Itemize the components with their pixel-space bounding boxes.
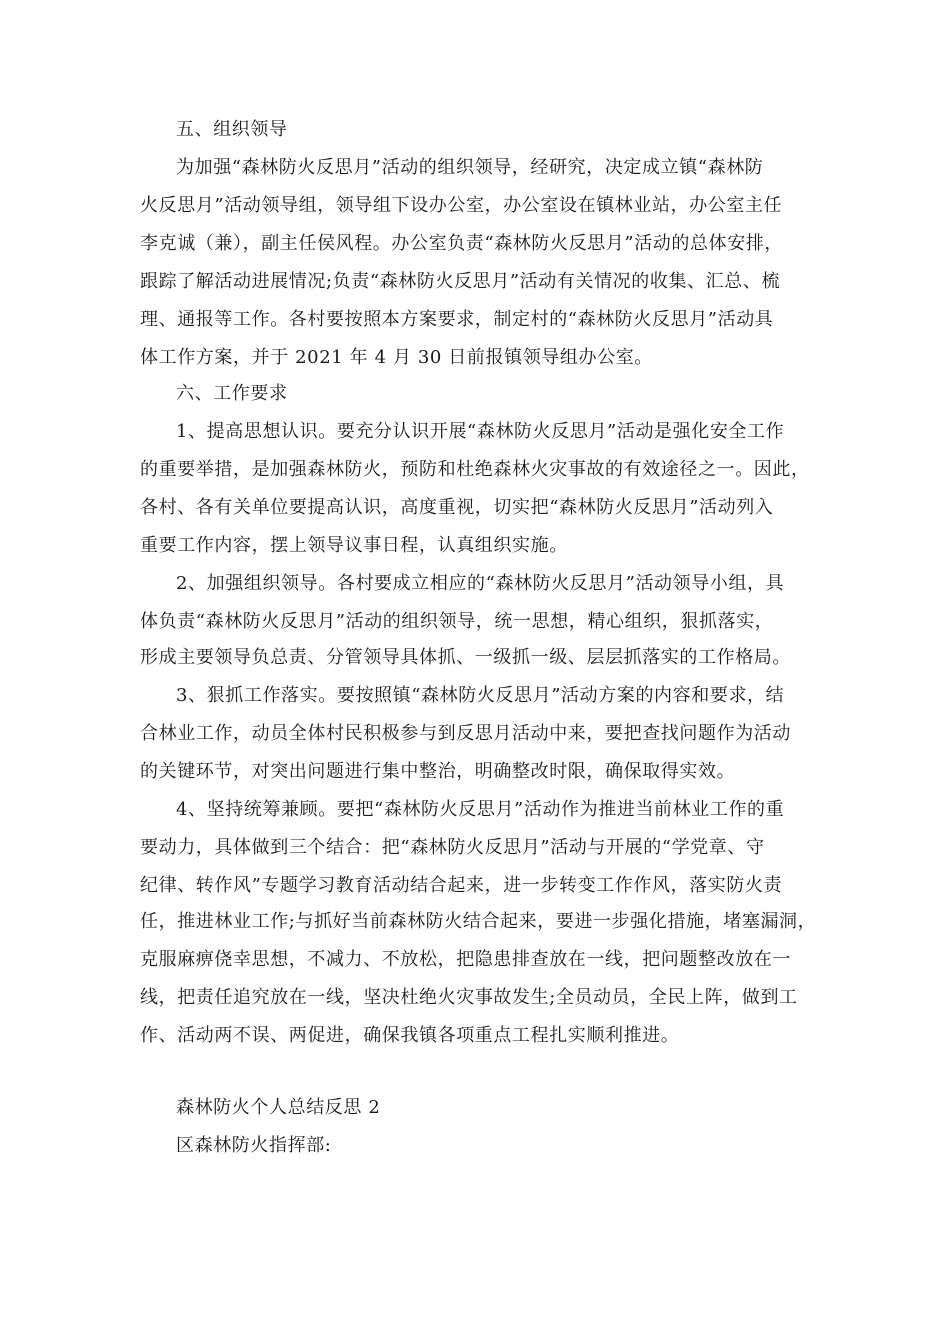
paragraph-line: 线，把责任追究放在一线，坚决杜绝火灾事故发生;全员动员，全民上阵，做到工: [140, 987, 798, 1008]
paragraph-line: 理、通报等工作。各村要按照本方案要求，制定村的“森林防火反思月”活动具: [140, 309, 774, 330]
paragraph-line: 体工作方案，并于 2021 年 4 月 30 日前报镇领导组办公室。: [140, 347, 653, 368]
paragraph-line: 4、坚持统筹兼顾。要把“森林防火反思月”活动作为推进当前林业工作的重: [176, 799, 785, 820]
paragraph-line: 为加强“森林防火反思月”活动的组织领导，经研究，决定成立镇“森林防: [176, 157, 764, 178]
paragraph-line: 各村、各有关单位要提高认识，高度重视，切实把“森林防火反思月”活动列入: [140, 497, 774, 518]
paragraph-line: 跟踪了解活动进展情况;负责“森林防火反思月”活动有关情况的收集、汇总、梳: [140, 271, 781, 292]
paragraph-line: 2、加强组织领导。各村要成立相应的“森林防火反思月”活动领导小组，具: [176, 573, 785, 594]
paragraph-line: 要动力，具体做到三个结合：把“森林防火反思月”活动与开展的“学党章、守: [140, 837, 765, 858]
section-5-heading: 五、组织领导: [176, 119, 288, 140]
paragraph-line: 任，推进林业工作;与抓好当前森林防火结合起来，要进一步强化措施，堵塞漏洞，: [140, 911, 817, 932]
salutation: 区森林防火指挥部:: [176, 1135, 332, 1156]
paragraph-line: 形成主要领导负总责、分管领导具体抓、一级抓一级、层层抓落实的工作格局。: [140, 647, 791, 668]
paragraph-line: 重要工作内容，摆上领导议事日程，认真组织实施。: [140, 535, 568, 556]
paragraph-line: 合林业工作，动员全体村民积极参与到反思月活动中来，要把查找问题作为活动: [140, 723, 791, 744]
paragraph-line: 克服麻痹侥幸思想，不减力、不放松，把隐患排查放在一线，把问题整改放在一: [140, 949, 791, 970]
paragraph-line: 作、活动两不误、两促进，确保我镇各项重点工程扎实顺利推进。: [140, 1025, 680, 1046]
paragraph-line: 李克诚（兼），副主任侯风程。办公室负责“森林防火反思月”活动的总体安排，: [140, 233, 784, 254]
paragraph-line: 体负责“森林防火反思月”活动的组织领导，统一思想，精心组织，狠抓落实，: [140, 611, 774, 632]
section-6-heading: 六、工作要求: [176, 383, 288, 404]
paragraph-line: 火反思月”活动领导组，领导组下设办公室，办公室设在镇林业站，办公室主任: [140, 195, 783, 216]
paragraph-line: 纪律、转作风”专题学习教育活动结合起来，进一步转变工作作风，落实防火责: [140, 875, 783, 896]
paragraph-line: 的重要举措，是加强森林防火，预防和杜绝森林火灾事故的有效途径之一。因此，: [140, 459, 810, 480]
next-article-title: 森林防火个人总结反思 2: [176, 1097, 381, 1118]
paragraph-line: 1、提高思想认识。要充分认识开展“森林防火反思月”活动是强化安全工作: [176, 421, 785, 442]
paragraph-line: 3、狠抓工作落实。要按照镇“森林防火反思月”活动方案的内容和要求，结: [176, 685, 785, 706]
paragraph-line: 的关键环节，对突出问题进行集中整治，明确整改时限，确保取得实效。: [140, 761, 736, 782]
